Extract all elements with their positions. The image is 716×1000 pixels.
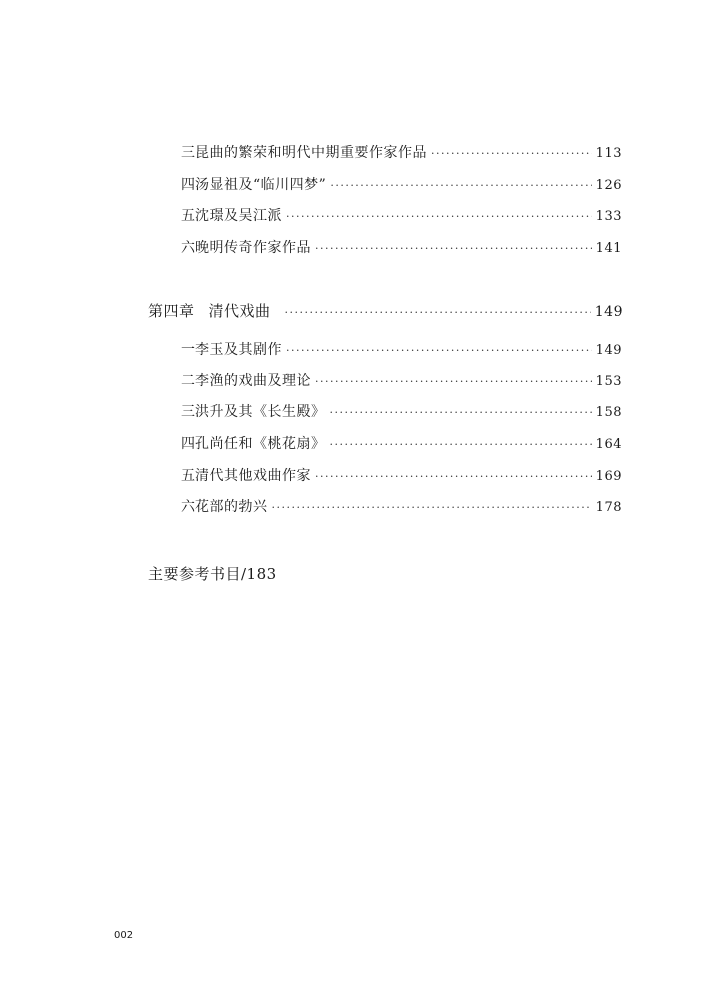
toc-entry[interactable] bbox=[181, 142, 622, 162]
leader-dots bbox=[330, 438, 592, 451]
folio-page-number: 002 bbox=[114, 930, 134, 941]
section-number: 五 bbox=[181, 468, 195, 484]
section-title: 孔尚任和《桃花扇》 bbox=[195, 436, 326, 452]
section-title: 洪升及其《长生殿》 bbox=[195, 404, 326, 420]
leader-dots bbox=[286, 344, 592, 357]
page-number: 158 bbox=[595, 405, 622, 420]
leader-dots bbox=[285, 306, 591, 319]
chapter-label: 第四章 bbox=[148, 302, 195, 320]
section-number: 五 bbox=[181, 208, 195, 224]
leader-dots bbox=[315, 242, 592, 255]
leader-dots bbox=[330, 179, 591, 192]
section-number: 六 bbox=[181, 240, 195, 256]
leader-dots bbox=[330, 406, 592, 419]
leader-dots bbox=[431, 147, 592, 160]
toc-entry[interactable] bbox=[181, 433, 622, 453]
section-number: 六 bbox=[181, 499, 195, 515]
page-number: 113 bbox=[595, 146, 622, 161]
section-title: 李玉及其剧作 bbox=[195, 342, 282, 358]
toc-entry[interactable] bbox=[181, 401, 622, 421]
section-title: 李渔的戏曲及理论 bbox=[195, 373, 311, 389]
section-number: 一 bbox=[181, 342, 195, 358]
page-number: 149 bbox=[594, 304, 623, 320]
page-number: 126 bbox=[595, 178, 622, 193]
toc-entry[interactable] bbox=[181, 370, 622, 390]
section-title: 晚明传奇作家作品 bbox=[195, 240, 311, 256]
toc-entry[interactable] bbox=[181, 496, 622, 516]
section-title: 花部的勃兴 bbox=[195, 499, 268, 515]
leader-dots bbox=[286, 210, 592, 223]
toc-entry[interactable] bbox=[181, 339, 622, 359]
page-number: 178 bbox=[595, 500, 622, 515]
page-number: 133 bbox=[595, 209, 622, 224]
toc-entry[interactable] bbox=[181, 465, 622, 485]
section-title: 沈璟及吴江派 bbox=[195, 208, 282, 224]
section-number: 三 bbox=[181, 145, 195, 161]
toc-entry[interactable] bbox=[181, 174, 622, 194]
page-number: 149 bbox=[595, 343, 622, 358]
section-number: 四 bbox=[181, 436, 195, 452]
toc-entry[interactable] bbox=[181, 237, 622, 257]
section-number: 四 bbox=[181, 177, 195, 193]
page-number: 141 bbox=[595, 241, 622, 256]
leader-dots bbox=[272, 501, 592, 514]
page-number: 169 bbox=[595, 469, 622, 484]
leader-dots bbox=[315, 470, 592, 483]
section-number: 三 bbox=[181, 404, 195, 420]
toc-entry[interactable] bbox=[181, 205, 622, 225]
toc-chapter-entry[interactable] bbox=[148, 300, 623, 321]
page-number: 164 bbox=[595, 437, 622, 452]
section-title: 汤显祖及“临川四梦” bbox=[195, 177, 327, 193]
section-number: 二 bbox=[181, 373, 195, 389]
section-title: 昆曲的繁荣和明代中期重要作家作品 bbox=[195, 145, 427, 161]
references-entry[interactable]: 主要参考书目/183 bbox=[148, 565, 277, 583]
section-title: 清代其他戏曲作家 bbox=[195, 468, 311, 484]
chapter-title: 清代戏曲 bbox=[208, 302, 271, 320]
leader-dots bbox=[315, 375, 592, 388]
page-number: 153 bbox=[595, 374, 622, 389]
